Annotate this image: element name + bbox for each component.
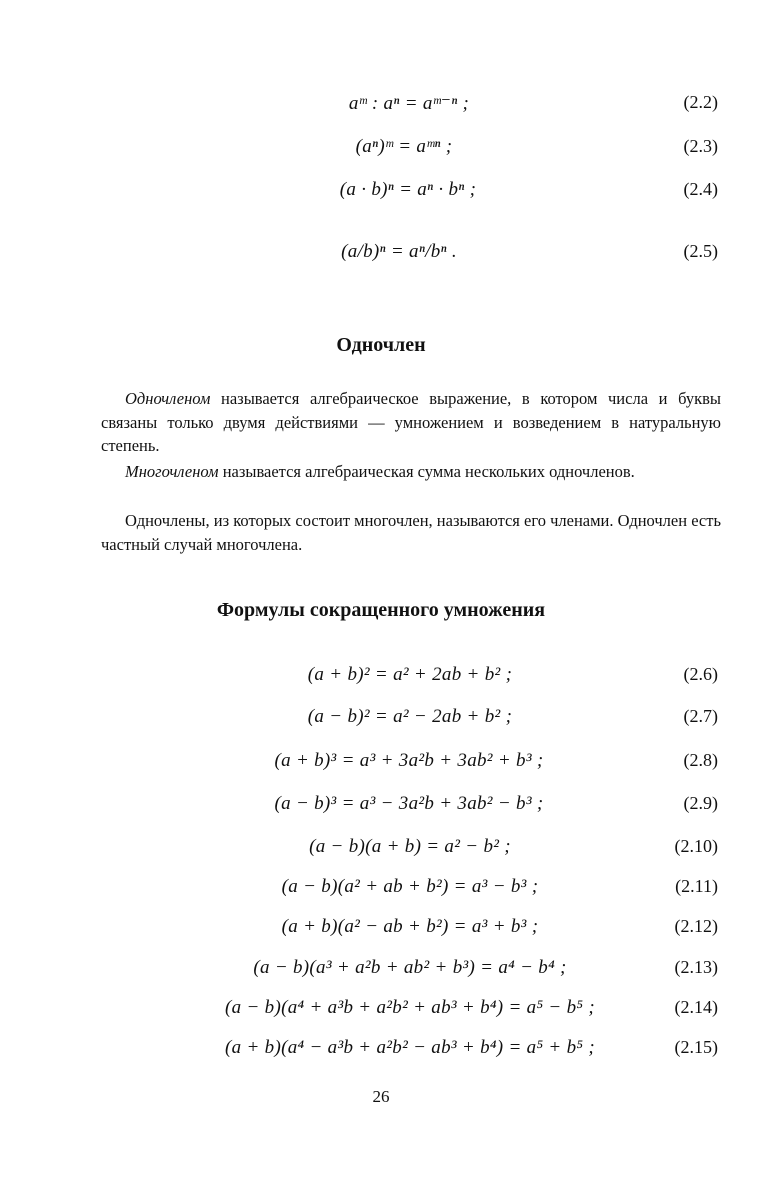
formula-row [0, 179, 762, 209]
page-number: 26 [372, 1087, 390, 1106]
formula: (a − b)(a + b) = a² − b² ; [309, 836, 511, 857]
paragraph-text: называется алгебраическая сумма нескольких одночленов. [218, 462, 635, 481]
formula: (a − b)(a³ + a²b + ab² + b³) = a⁴ − b⁴ ; [253, 957, 567, 978]
formula-row [0, 136, 762, 166]
formula: aᵐ : aⁿ = aᵐ⁻ⁿ ; [348, 93, 470, 114]
formula: (aⁿ)ᵐ = aᵐⁿ ; [355, 136, 453, 157]
formula-number: (2.15) [674, 1037, 718, 1057]
formula-row [0, 750, 762, 780]
formula-number: (2.5) [683, 241, 718, 261]
formula-number: (2.12) [674, 916, 718, 936]
formula-number: (2.11) [675, 876, 718, 896]
paragraph-members: Одночлены, из которых состоит многочлен, называются его членами. Одночлен есть частный случай многочлена. [101, 511, 721, 554]
formula-row [0, 664, 762, 694]
term-monomial: Одночленом [125, 389, 211, 408]
formula-number: (2.7) [683, 706, 718, 726]
formula-row [0, 876, 762, 906]
formula: (a − b)³ = a³ − 3a²b + 3ab² − b³ ; [274, 793, 544, 814]
formula: (a + b)² = a² + 2ab + b² ; [307, 664, 513, 685]
section-title: Одночлен [336, 334, 426, 356]
formula: (a + b)³ = a³ + 3a²b + 3ab² + b³ ; [274, 750, 544, 771]
formula-number: (2.2) [683, 92, 718, 112]
formula: (a − b)² = a² − 2ab + b² ; [307, 706, 513, 727]
formula-row [0, 793, 762, 823]
formula: (a + b)(a² − ab + b²) = a³ + b³ ; [281, 916, 539, 937]
formula-row [0, 836, 762, 866]
section-title: Формулы сокращенного умножения [216, 599, 546, 621]
formula-number: (2.6) [683, 664, 718, 684]
paragraph-definition-monomial [101, 387, 721, 458]
formula-row [0, 225, 762, 285]
formula-number: (2.14) [674, 997, 718, 1017]
formula-number: (2.3) [683, 136, 718, 156]
formula-number: (2.4) [683, 179, 718, 199]
formula-number: (2.8) [683, 750, 718, 770]
formula-row [0, 706, 762, 736]
paragraph-text: называется алгебраическое выражение, в котором числа и буквы связаны только двумя действиями — умножением и возведением в натуральную степень. [101, 389, 721, 455]
paragraph-definition-polynomial [101, 460, 721, 484]
formula: (a − b)(a² + ab + b²) = a³ − b³ ; [281, 876, 539, 897]
formula-number: (2.10) [674, 836, 718, 856]
formula-row [0, 916, 762, 946]
formula-row [0, 92, 762, 122]
formula: (a · b)ⁿ = aⁿ · bⁿ ; [339, 179, 477, 200]
formula: (a + b)(a⁴ − a³b + a²b² − ab³ + b⁴) = a⁵ + b⁵ ; [225, 1037, 595, 1058]
formula-row [0, 957, 762, 987]
formula: (a/b)ⁿ = aⁿ/bⁿ . [341, 241, 457, 262]
formula-row [0, 1037, 762, 1067]
formula: (a − b)(a⁴ + a³b + a²b² + ab³ + b⁴) = a⁵ − b⁵ ; [225, 997, 595, 1018]
formula-number: (2.9) [683, 793, 718, 813]
formula-row [0, 997, 762, 1027]
formula-number: (2.13) [674, 957, 718, 977]
term-polynomial: Многочленом [125, 462, 219, 481]
